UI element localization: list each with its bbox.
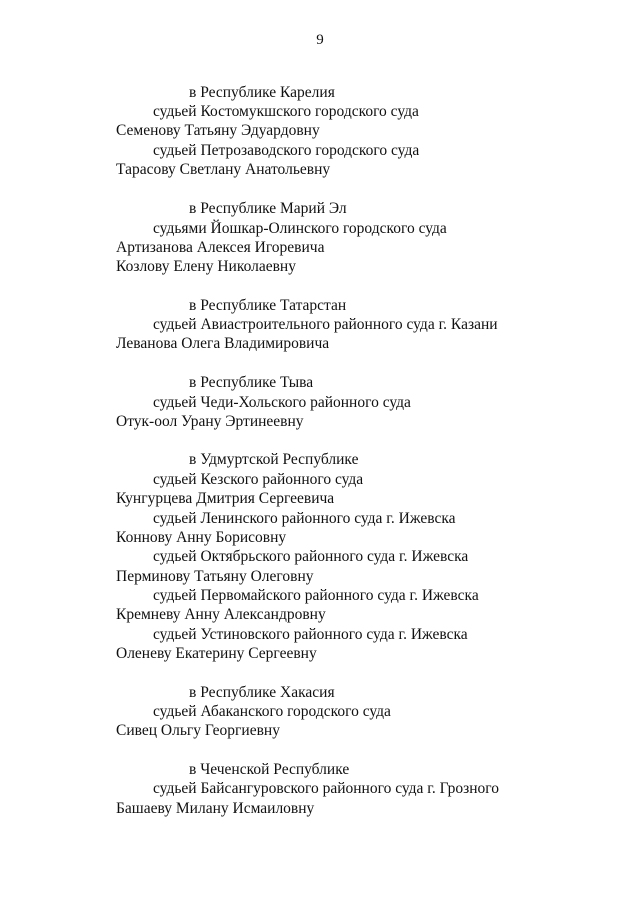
judge-name: Кремневу Анну Александровну [116,606,326,623]
court-line: судьей Кезского районного суда [153,471,364,488]
judge-name: Леванова Олега Владимировича [116,335,330,352]
judge-name: Коннову Анну Борисовну [116,529,287,546]
judge-name: Оленеву Екатерину Сергеевну [116,645,317,662]
page-number: 9 [316,32,324,48]
court-line: судьями Йошкар-Олинского городского суда [153,220,447,237]
court-line: судьей Ленинского районного суда г. Ижевска [153,510,456,527]
judge-name: Башаеву Милану Исмаиловну [116,800,315,817]
court-line: судьей Костомукшского городского суда [153,103,419,120]
court-line: судьей Октябрьского районного суда г. Ижевска [153,548,469,565]
court-line: судьей Байсангуровского районного суда г. Грозного [153,780,500,797]
region-heading: в Чеченской Республике [189,761,350,778]
judge-name: Козлову Елену Николаевну [116,258,296,275]
court-line: судьей Чеди-Хольского районного суда [153,394,411,411]
region-heading: в Республике Татарстан [189,297,347,314]
judge-name: Кунгурцева Дмитрия Сергеевича [116,490,335,507]
region-heading: в Удмуртской Республике [189,451,359,468]
region-heading: в Республике Марий Эл [189,200,347,217]
region-heading: в Республике Хакасия [189,684,335,701]
court-line: судьей Первомайского районного суда г. Ижевска [153,587,479,604]
judge-name: Сивец Ольгу Георгиевну [116,722,280,739]
court-line: судьей Петрозаводского городского суда [153,142,420,159]
court-line: судьей Абаканского городского суда [153,703,391,720]
judge-name: Артизанова Алексея Игоревича [116,239,325,256]
court-line: судьей Устиновского районного суда г. Ижевска [153,626,468,643]
region-heading: в Республике Тыва [189,374,314,391]
region-heading: в Республике Карелия [189,84,335,101]
judge-name: Отук-оол Урану Эртинеевну [116,413,304,430]
judge-name: Семенову Татьяну Эдуардовну [116,122,320,139]
judge-name: Тарасову Светлану Анатольевну [116,161,331,178]
judge-name: Перминову Татьяну Олеговну [116,568,314,585]
court-line: судьей Авиастроительного районного суда г. Казани [153,316,498,333]
